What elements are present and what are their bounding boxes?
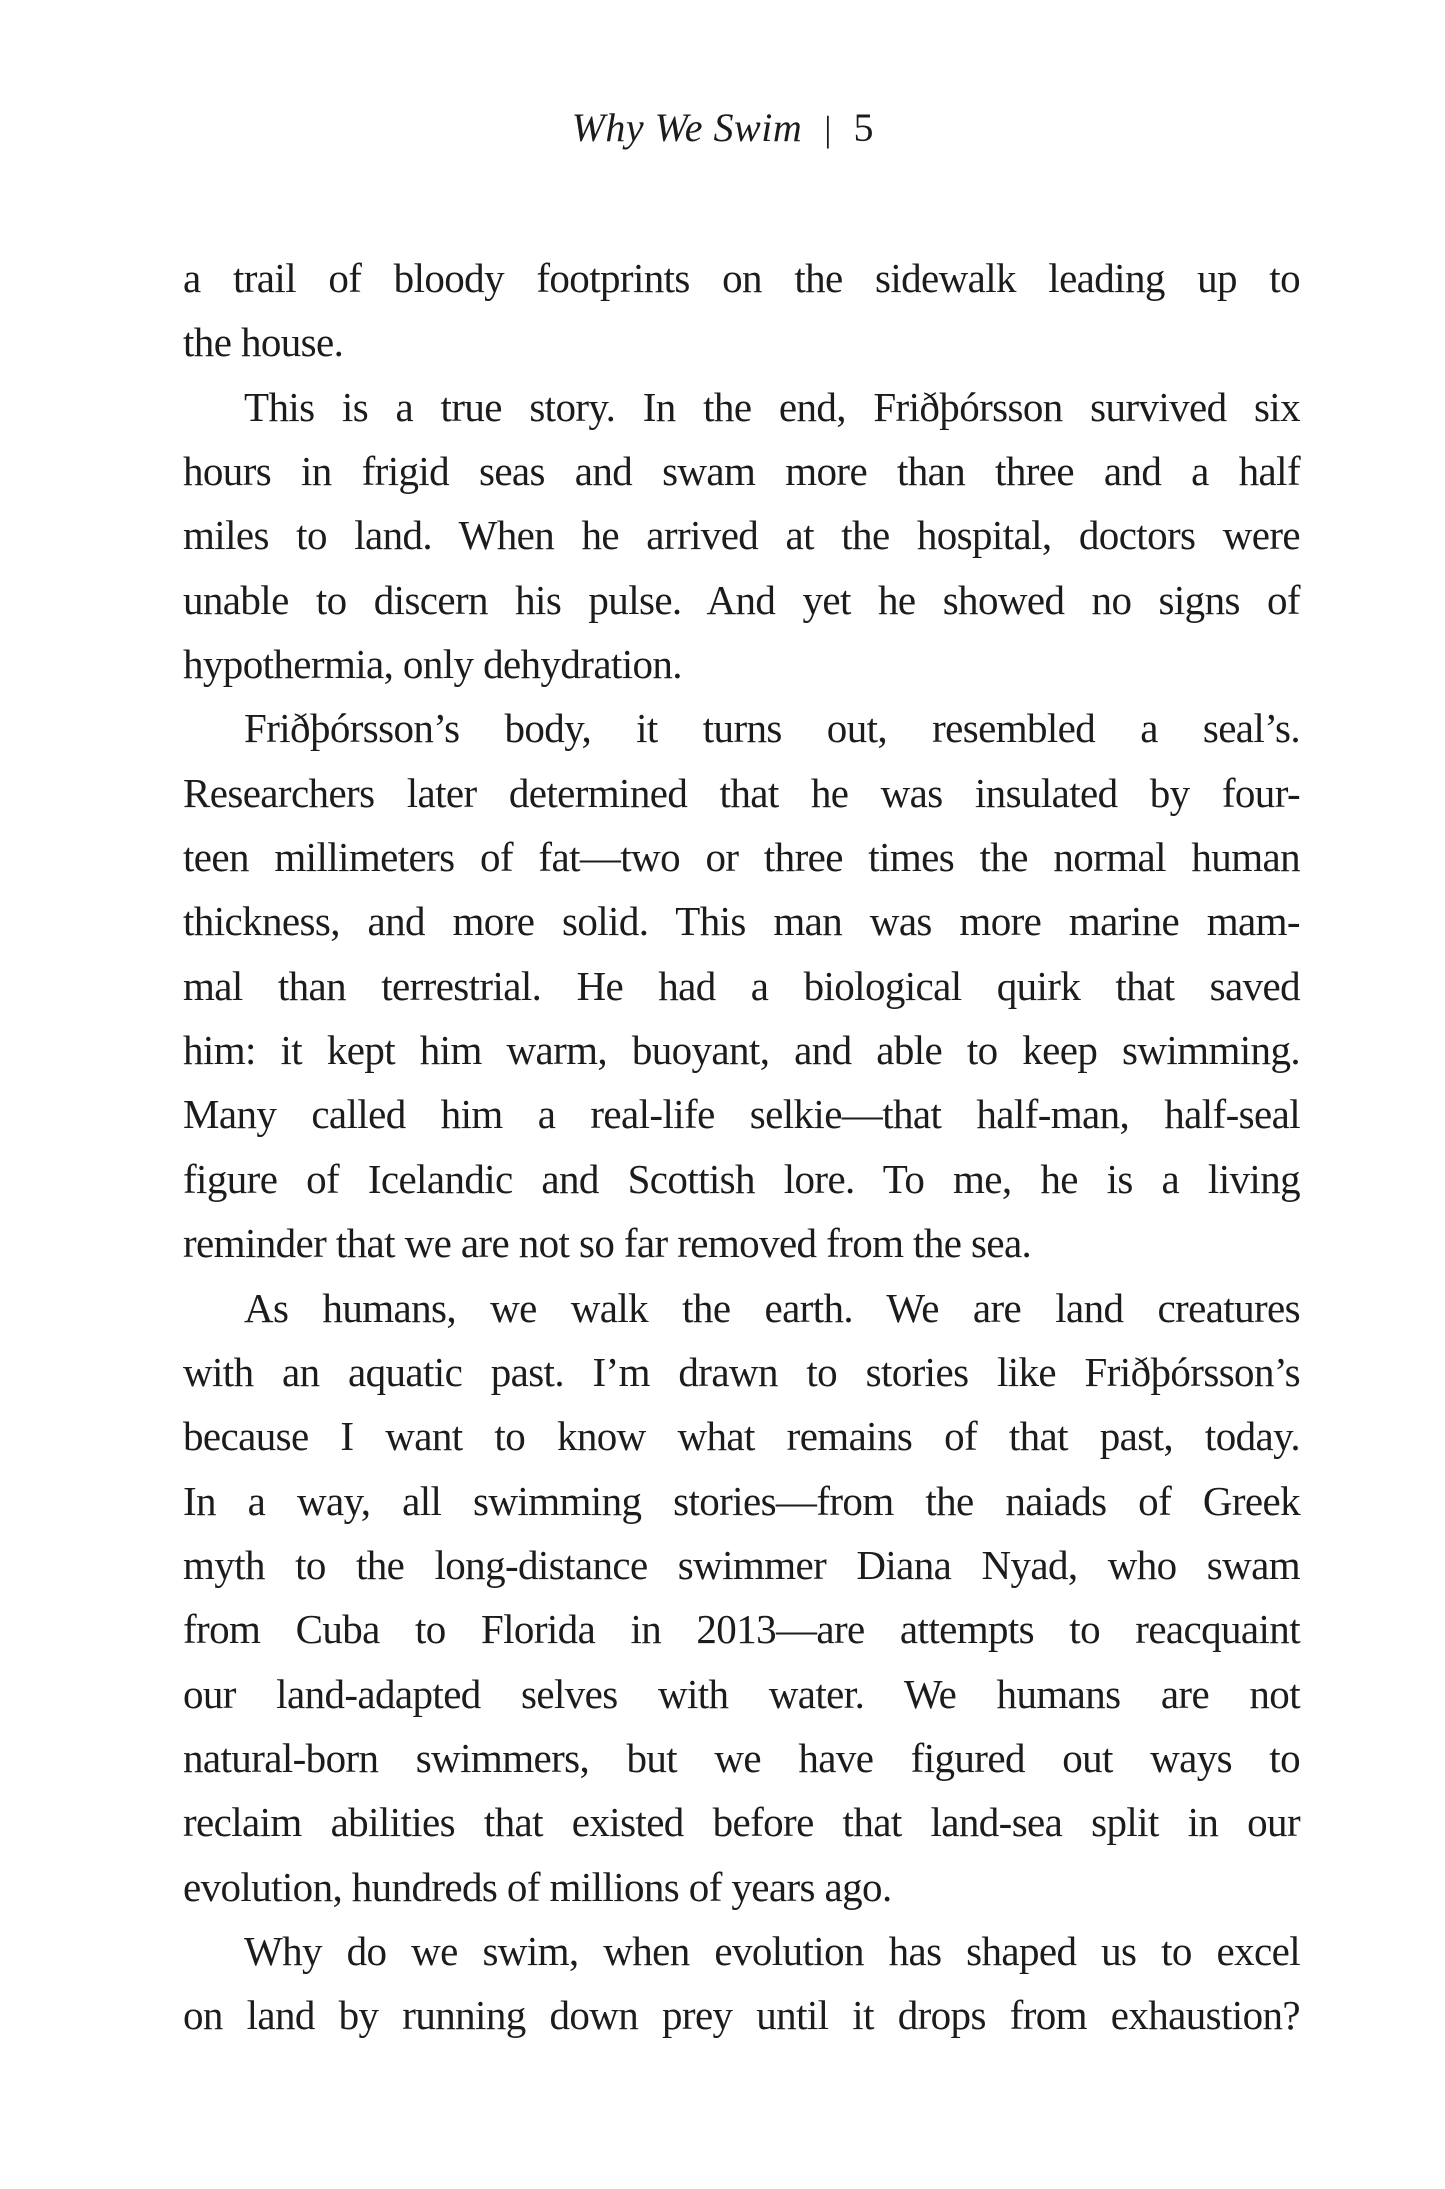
text-line: teen millimeters of fat—two or three times the normal human bbox=[183, 834, 1300, 881]
text-line: figure of Icelandic and Scottish lore. To me, he is a living bbox=[183, 1155, 1300, 1202]
text-line: a trail of bloody footprints on the sidewalk leading up to bbox=[183, 255, 1300, 301]
text-line: hours in frigid seas and swam more than three and a half bbox=[183, 448, 1300, 495]
page-number: 5 bbox=[853, 105, 874, 150]
header-separator: | bbox=[824, 109, 832, 149]
text-line: myth to the long-distance swimmer Diana Nyad, who swam bbox=[183, 1541, 1300, 1588]
text-line: natural-born swimmers, but we have figured out ways to bbox=[183, 1734, 1300, 1781]
text-line: hypothermia, only dehydration. bbox=[183, 641, 682, 688]
text-line: our land-adapted selves with water. We humans are not bbox=[183, 1670, 1300, 1717]
text-line: Why do we swim, when evolution has shaped us to excel bbox=[244, 1927, 1300, 1974]
text-line: Researchers later determined that he was insulated by four- bbox=[183, 769, 1300, 816]
text-line: Friðþórsson’s body, it turns out, resembled a seal’s. bbox=[244, 705, 1300, 752]
paragraph bbox=[183, 246, 1300, 375]
paragraph bbox=[183, 1276, 1300, 1919]
text-line: As humans, we walk the earth. We are land creatures bbox=[244, 1284, 1300, 1331]
paragraph bbox=[183, 375, 1300, 697]
text-line: on land by running down prey until it drops from exhaustion? bbox=[183, 1992, 1300, 2039]
text-line: mal than terrestrial. He had a biological quirk that saved bbox=[183, 962, 1300, 1009]
text-line: reminder that we are not so far removed from the sea. bbox=[183, 1220, 1032, 1267]
text-line: thickness, and more solid. This man was more marine mam- bbox=[183, 898, 1300, 945]
text-line: This is a true story. In the end, Friðþórsson survived six bbox=[244, 383, 1300, 430]
paragraph bbox=[183, 1919, 1300, 2048]
text-line: with an aquatic past. I’m drawn to stories like Friðþórsson’s bbox=[183, 1348, 1300, 1395]
text-line: the house. bbox=[183, 319, 344, 366]
text-line: from Cuba to Florida in 2013—are attempts to reacquaint bbox=[183, 1606, 1300, 1653]
body-text bbox=[183, 246, 1300, 2048]
text-line: evolution, hundreds of millions of years ago. bbox=[183, 1863, 892, 1910]
running-head bbox=[0, 103, 1445, 154]
text-line: miles to land. When he arrived at the hospital, doctors were bbox=[183, 512, 1300, 559]
text-line: In a way, all swimming stories—from the naiads of Greek bbox=[183, 1477, 1300, 1524]
book-title: Why We Swim bbox=[571, 105, 803, 150]
text-line: reclaim abilities that existed before that land-sea split in our bbox=[183, 1799, 1300, 1846]
text-line: him: it kept him warm, buoyant, and able to keep swimming. bbox=[183, 1027, 1300, 1074]
text-line: because I want to know what remains of that past, today. bbox=[183, 1413, 1300, 1460]
text-line: Many called him a real-life selkie—that half-man, half-seal bbox=[183, 1091, 1300, 1138]
paragraph bbox=[183, 696, 1300, 1275]
text-line: unable to discern his pulse. And yet he showed no signs of bbox=[183, 576, 1300, 623]
